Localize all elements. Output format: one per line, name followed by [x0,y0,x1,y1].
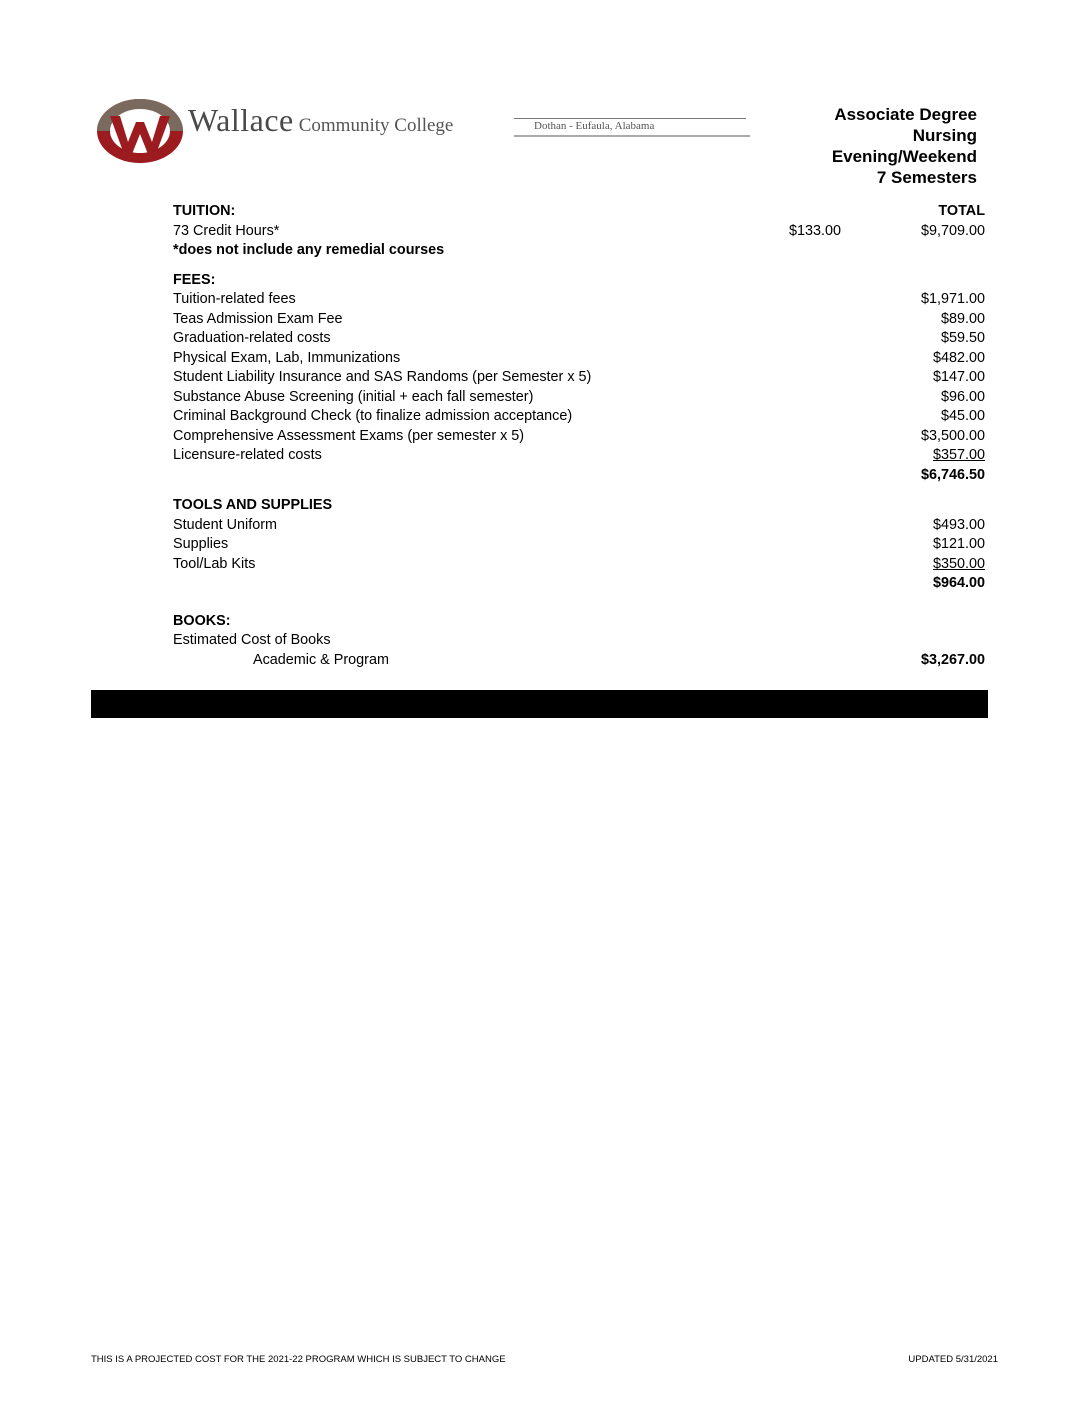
college-seal-icon [96,98,184,164]
fees-total-row [173,466,985,486]
fee-label: Teas Admission Exam Fee [173,310,343,327]
tuition-row [173,222,985,242]
fees-total: $6,746.50 [920,466,985,483]
fee-amount: $96.00 [940,388,985,405]
fee-amount: $59.50 [940,330,985,346]
tuition-heading-row [173,202,985,222]
fee-row [173,427,985,447]
fees-heading: FEES: [173,271,216,288]
program-line: Evening/Weekend [831,147,977,166]
fee-row [173,388,985,408]
tools-heading: TOOLS AND SUPPLIES [173,497,333,513]
college-name-sub: Community College [298,115,454,136]
fee-amount: $89.00 [940,310,985,327]
fee-row [173,329,985,349]
fees-heading-row [173,271,985,291]
tools-amount: $121.00 [932,536,985,552]
fee-label: Physical Exam, Lab, Immunizations [173,349,401,366]
books-label: Estimated Cost of Books [173,632,331,648]
fee-label: Criminal Background Check (to finalize admission acceptance) [173,408,573,424]
fee-amount: $1,971.00 [920,291,985,307]
fee-amount: $3,500.00 [920,427,985,444]
fee-row [173,407,985,427]
tools-row [173,516,985,536]
program-line: Nursing [912,126,977,145]
total-heading: TOTAL [938,203,985,219]
fee-label: Tuition-related fees [173,291,296,307]
fee-label: Comprehensive Assessment Exams (per semester x 5) [173,427,525,444]
fee-amount: $357.00 [932,447,985,463]
college-location: Dothan - Eufaula, Alabama [534,120,655,132]
books-heading: BOOKS: [173,612,231,629]
college-logo [96,98,756,168]
program-line: Associate Degree [834,105,977,124]
tools-total-row [173,574,985,594]
fee-label: Licensure-related costs [173,447,322,463]
tuition-note: *does not include any remedial courses [173,242,445,258]
tools-amount: $493.00 [932,516,985,533]
books-amount: $3,267.00 [920,651,985,668]
fee-label: Student Liability Insurance and SAS Randoms (per Semester x 5) [173,369,592,385]
black-divider-bar [91,690,988,718]
fee-row [173,446,985,466]
tools-label: Tool/Lab Kits [173,555,256,572]
fee-row [173,368,985,388]
tuition-amount: $9,709.00 [920,222,985,239]
fee-amount: $45.00 [940,408,985,424]
tools-label: Supplies [173,536,229,552]
books-sub-row [173,651,985,671]
cost-table [173,202,985,670]
books-row [173,631,985,651]
program-title [677,104,977,188]
tools-label: Student Uniform [173,516,277,533]
fee-amount: $147.00 [932,369,985,385]
fee-row [173,349,985,369]
tools-heading-row [173,496,985,516]
fee-row [173,290,985,310]
tuition-note-row [173,241,985,261]
tools-total: $964.00 [932,575,985,591]
tools-row [173,555,985,575]
fee-label: Substance Abuse Screening (initial + each fall semester) [173,388,534,405]
fee-row [173,310,985,330]
fee-amount: $482.00 [932,349,985,366]
credit-hours-label: 73 Credit Hours* [173,222,280,239]
books-sub-label: Academic & Program [253,651,389,668]
tools-amount: $350.00 [932,555,985,572]
books-heading-row [173,612,985,632]
tools-row [173,535,985,555]
college-name [188,102,453,139]
tuition-heading: TUITION: [173,203,236,219]
footer-updated-date: UPDATED 5/31/2021 [908,1354,998,1365]
program-line: 7 Semesters [876,168,977,187]
college-name-main: Wallace [188,102,294,138]
fee-label: Graduation-related costs [173,330,331,346]
footer-disclaimer: THIS IS A PROJECTED COST FOR THE 2021-22 PROGRAM WHICH IS SUBJECT TO CHANGE [91,1354,506,1365]
credit-rate: $133.00 [789,222,842,239]
